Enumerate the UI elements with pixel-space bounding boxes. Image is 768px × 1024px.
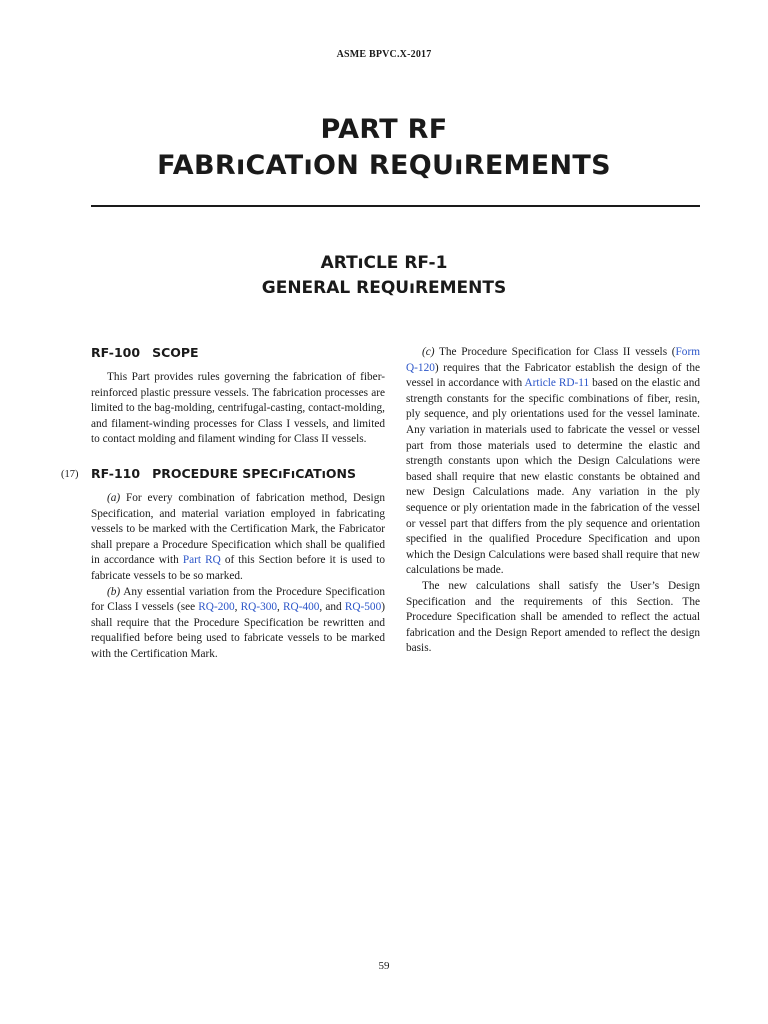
scope-title: SCOPE [152,345,199,360]
scope-paragraph: This Part provides rules governing the fabrication of fiber-reinforced plastic pressure vessels. The fabrication processes are limited to the bag-molding, centrifugal-casting, contact-molding, and filament-winding processes for Class I vessels, and limited to contact molding and filament winding for Class II vessels. [91,371,385,446]
link-rq-500[interactable]: RQ-500 [344,601,382,614]
revision-marker: (17) [61,468,79,480]
scope-number: RF-100 [91,345,141,360]
left-column [61,345,385,663]
part-title-line2: FABRıCATıON REQUıREMENTS [157,150,611,181]
article-title-line1: ARTıCLE RF-1 [320,253,448,273]
paragraph-c: (c) The Procedure Specification for Class II vessels (Form Q-120) requires that the Fabricator establish the design of the vessel in accordance with Article RD-11 based on the elastic and strength constants for the specific combinations of fiber, resin, ply sequence, and ply orientations used for the vessel laminate. Any variation in materials used to fabricate the vessel or vessel part from those materials used to determine the elastic and strength constants upon which the Design Calculations were based shall require that new elastic constants be obtained and new Design Calculations made. Any variation in the ply sequence or ply orientation made in the fabrication of the vessel or vessel part that differs from the ply sequence and orientation specified in the qualified Procedure Specification and upon which the Design Calculations were based shall require that new calculations be made. [406,346,700,577]
running-head: ASME BPVC.X-2017 [336,49,432,60]
paragraph-a: (a) For every combination of fabrication method, Design Specification, and material variation employed in fabricating vessels to be marked with the Certification Mark, the Fabricator shall prepare a Procedure Specification which shall be qualified in accordance with Part RQ of this Section before it is used to fabricate vessels to be so marked. [91,491,385,582]
link-form-q-120[interactable]: Form Q-120 [406,346,700,374]
procedure-heading [61,465,385,482]
procedure-number: RF-110 [91,465,141,481]
scope-heading [91,345,385,361]
procedure-title: PROCEDURE SPECıFıCATıONS [152,465,356,481]
link-rq-300[interactable]: RQ-300 [240,601,278,614]
title-divider [91,205,700,207]
paragraph-c-label: (c) [422,346,435,358]
link-part-rq[interactable]: Part RQ [182,554,221,567]
closing-paragraph: The new calculations shall satisfy the User’s Design Specification and the requirements of this Section. The Procedure Specification shall be amended to reflect the actual fabrication and the Design Report amended to reflect the design basis. [406,579,700,655]
paragraph-a-label: (a) [107,491,121,504]
part-title-line1: PART RF [320,114,448,145]
part-title [0,112,768,184]
paragraph-b: (b) Any essential variation from the Procedure Specification for Class I vessels (see RQ-200, RQ-300, RQ-400, and RQ-500) shall require that the Procedure Specification be rewritten and requalified before being used to fabricate vessels to be marked with the Certification Mark. [91,585,385,660]
link-article-rd-11[interactable]: Article RD-11 [524,377,590,390]
link-rq-400[interactable]: RQ-400 [283,601,320,614]
page-number: 59 [378,960,390,972]
article-title [0,251,768,301]
link-rq-200[interactable]: RQ-200 [198,601,235,614]
right-column [406,345,700,657]
paragraph-b-label: (b) [107,585,121,598]
article-title-line2: GENERAL REQUıREMENTS [261,278,507,298]
